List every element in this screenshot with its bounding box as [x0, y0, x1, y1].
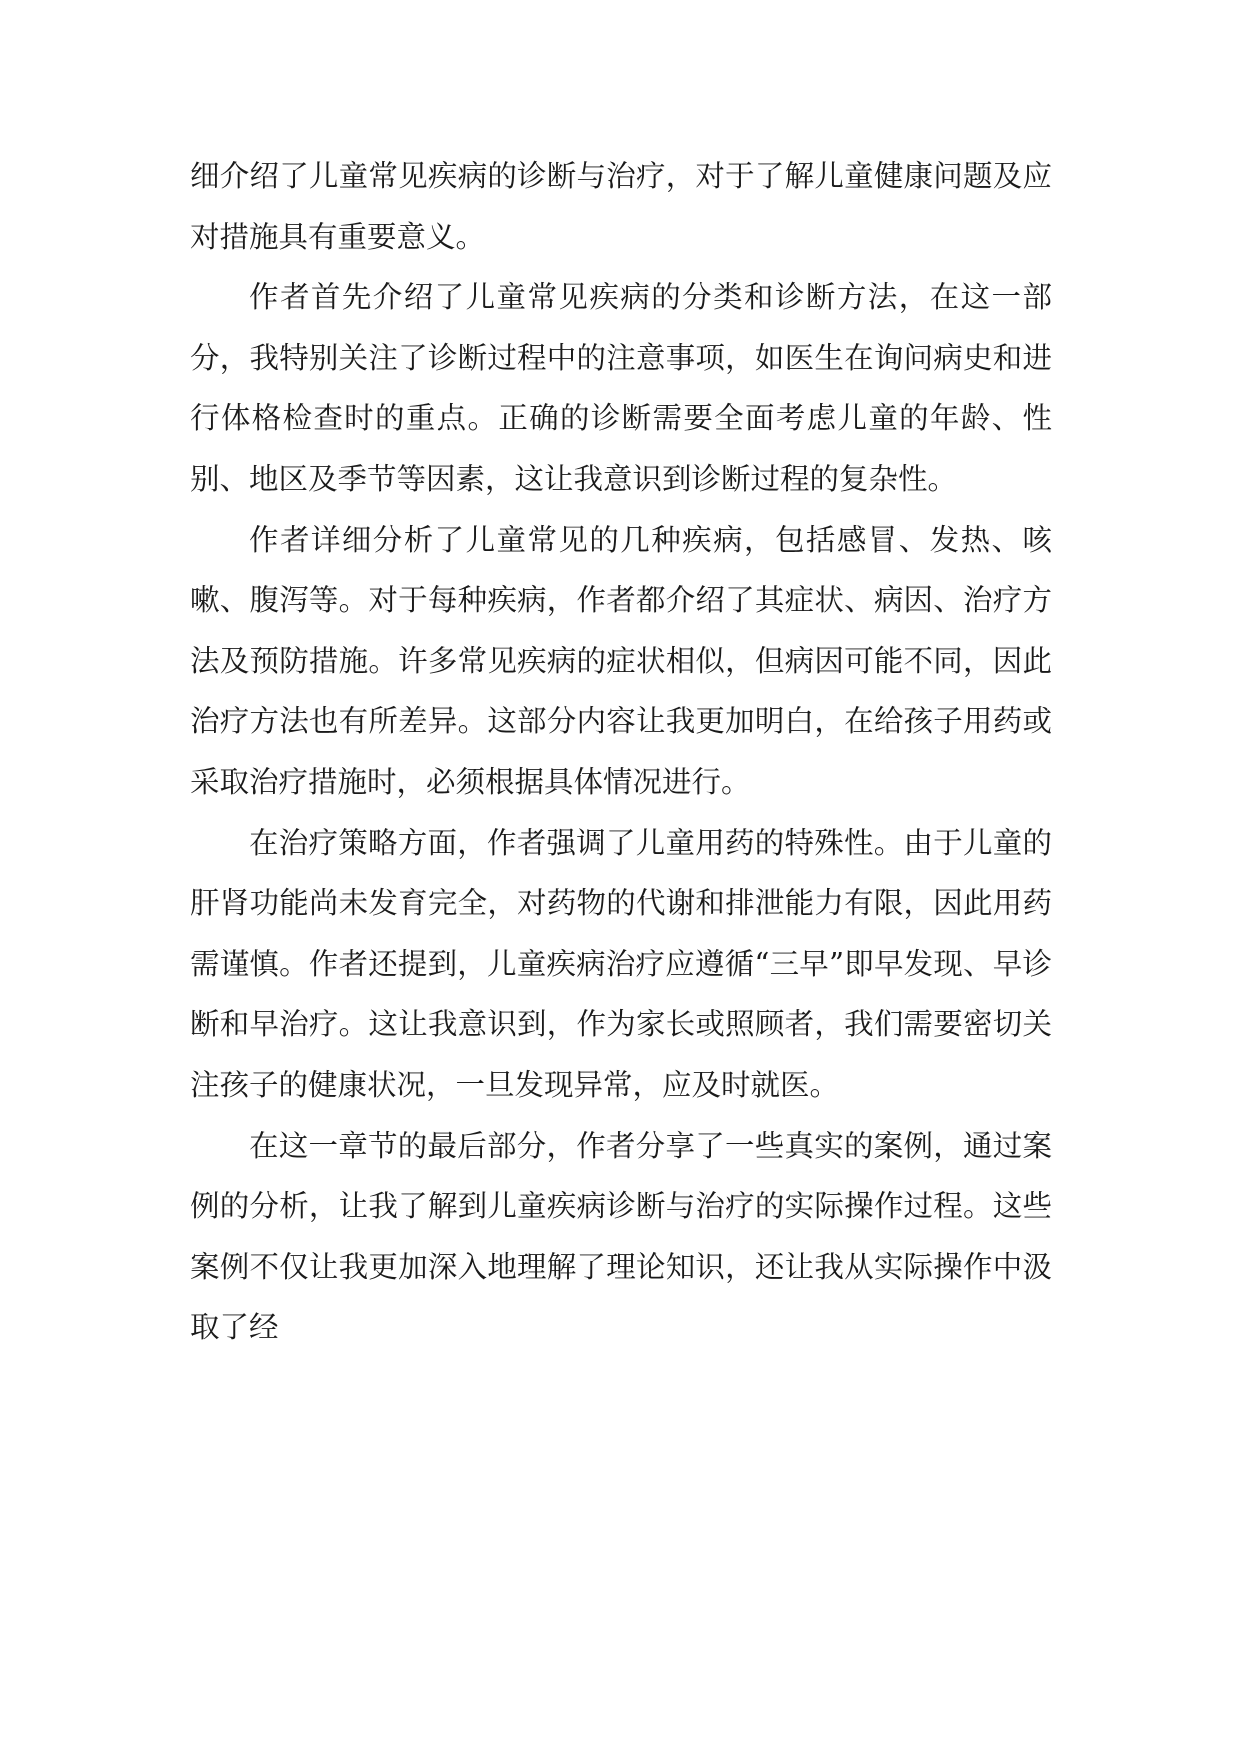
- paragraph-5: 在这一章节的最后部分，作者分享了一些真实的案例，通过案例的分析，让我了解到儿童疾病诊断与治疗的实际操作过程。这些案例不仅让我更加深入地理解了理论知识，还让我从实际操作中汲取了经: [190, 1128, 1052, 1345]
- body-text: [190, 146, 1052, 1358]
- paragraph-3: 作者详细分析了儿童常见的几种疾病，包括感冒、发热、咳嗽、腹泻等。对于每种疾病，作者都介绍了其症状、病因、治疗方法及预防措施。许多常见疾病的症状相似，但病因可能不同，因此治疗方法也有所差异。这部分内容让我更加明白，在给孩子用药或采取治疗措施时，必须根据具体情况进行。: [190, 522, 1052, 799]
- paragraph-4: 在治疗策略方面，作者强调了儿童用药的特殊性。由于儿童的肝肾功能尚未发育完全，对药物的代谢和排泄能力有限，因此用药需谨慎。作者还提到，儿童疾病治疗应遵循“三早”即早发现、早诊断和早治疗。这让我意识到，作为家长或照顾者，我们需要密切关注孩子的健康状况，一旦发现异常，应及时就医。: [190, 825, 1052, 1102]
- paragraph-2: 作者首先介绍了儿童常见疾病的分类和诊断方法，在这一部分，我特别关注了诊断过程中的注意事项，如医生在询问病史和进行体格检查时的重点。正确的诊断需要全面考虑儿童的年龄、性别、地区及季节等因素，这让我意识到诊断过程的复杂性。: [190, 280, 1052, 496]
- paragraph-1: 细介绍了儿童常见疾病的诊断与治疗，对于了解儿童健康问题及应对措施具有重要意义。: [190, 159, 1052, 254]
